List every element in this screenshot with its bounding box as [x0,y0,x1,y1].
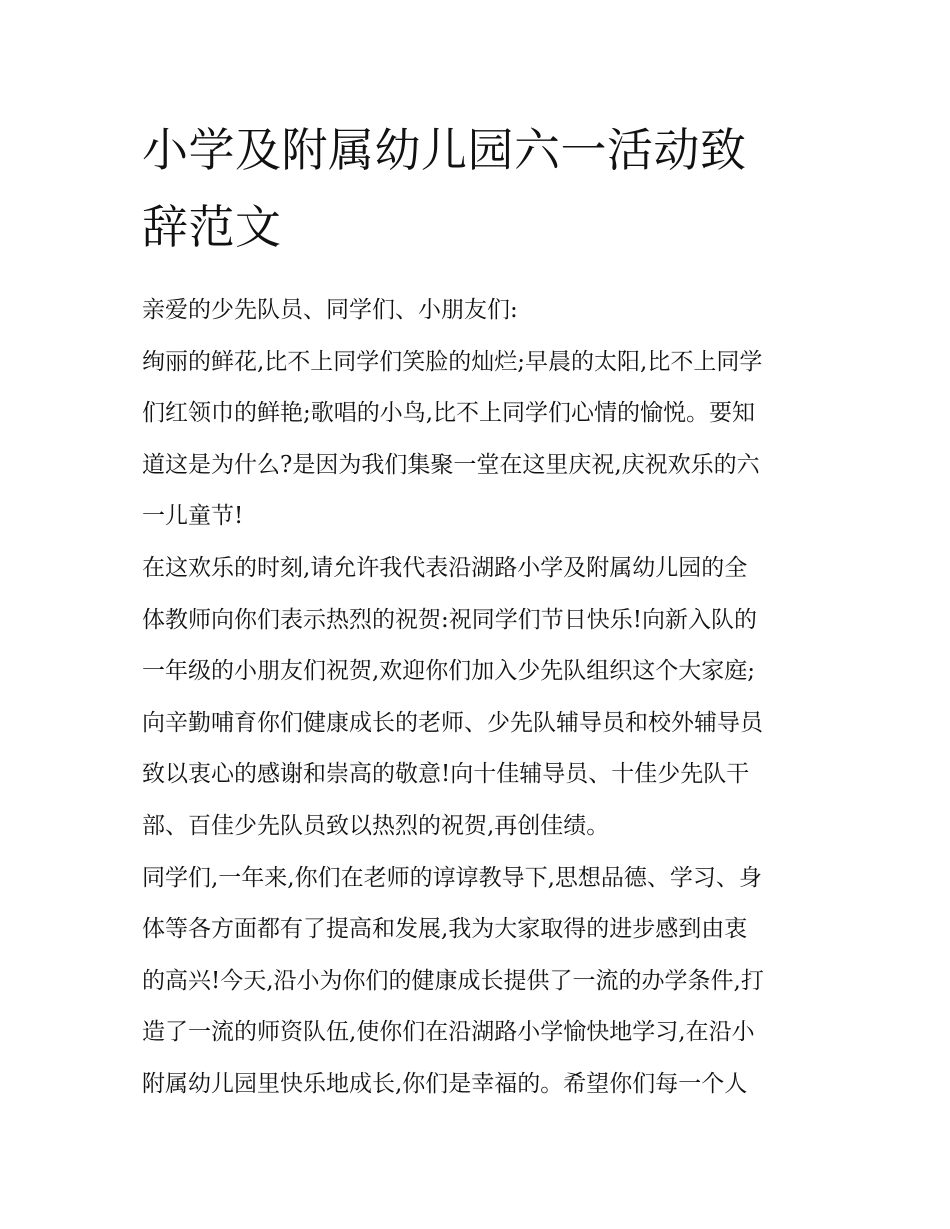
document-content [142,112,814,1111]
body-line: 的高兴!今天,沿小为你们的健康成长提供了一流的办学条件,打 [142,967,764,994]
body-line: 部、百佳少先队员致以热烈的祝贺,再创佳绩。 [142,812,610,839]
title-line: 辞范文 [142,200,282,254]
body-line: 道这是为什么?是因为我们集聚一堂在这里庆祝,庆祝欢乐的六 [142,451,760,478]
body-line: 们红领巾的鲜艳;歌唱的小鸟,比不上同学们心情的愉悦。要知 [142,400,756,427]
body-line: 一儿童节! [142,503,244,530]
document-body [142,285,814,1111]
body-line: 体教师向你们表示热烈的祝贺:祝同学们节日快乐!向新入队的 [142,606,757,633]
body-line: 一年级的小朋友们祝贺,欢迎你们加入少先队组织这个大家庭; [142,658,756,685]
body-line: 体等各方面都有了提高和发展,我为大家取得的进步感到由衷 [142,916,748,943]
document-title [142,112,814,266]
body-line: 同学们,一年来,你们在老师的谆谆教导下,思想品德、学习、身 [142,864,762,891]
body-line: 致以衷心的感谢和崇高的敬意!向十佳辅导员、十佳少先队干 [142,761,750,788]
body-line: 附属幼儿园里快乐地成长,你们是幸福的。希望你们每一个人 [142,1070,748,1097]
body-line: 在这欢乐的时刻,请允许我代表沿湖路小学及附属幼儿园的全 [142,554,748,581]
body-line: 向辛勤哺育你们健康成长的老师、少先队辅导员和校外辅导员 [142,709,763,736]
body-line: 造了一流的师资队伍,使你们在沿湖路小学愉快地学习,在沿小 [142,1019,755,1046]
salutation-line: 亲爱的少先队员、同学们、小朋友们: [142,297,518,323]
title-line: 小学及附属幼儿园六一活动致 [142,123,747,177]
body-line: 绚丽的鲜花,比不上同学们笑脸的灿烂;早晨的太阳,比不上同学 [142,348,763,375]
